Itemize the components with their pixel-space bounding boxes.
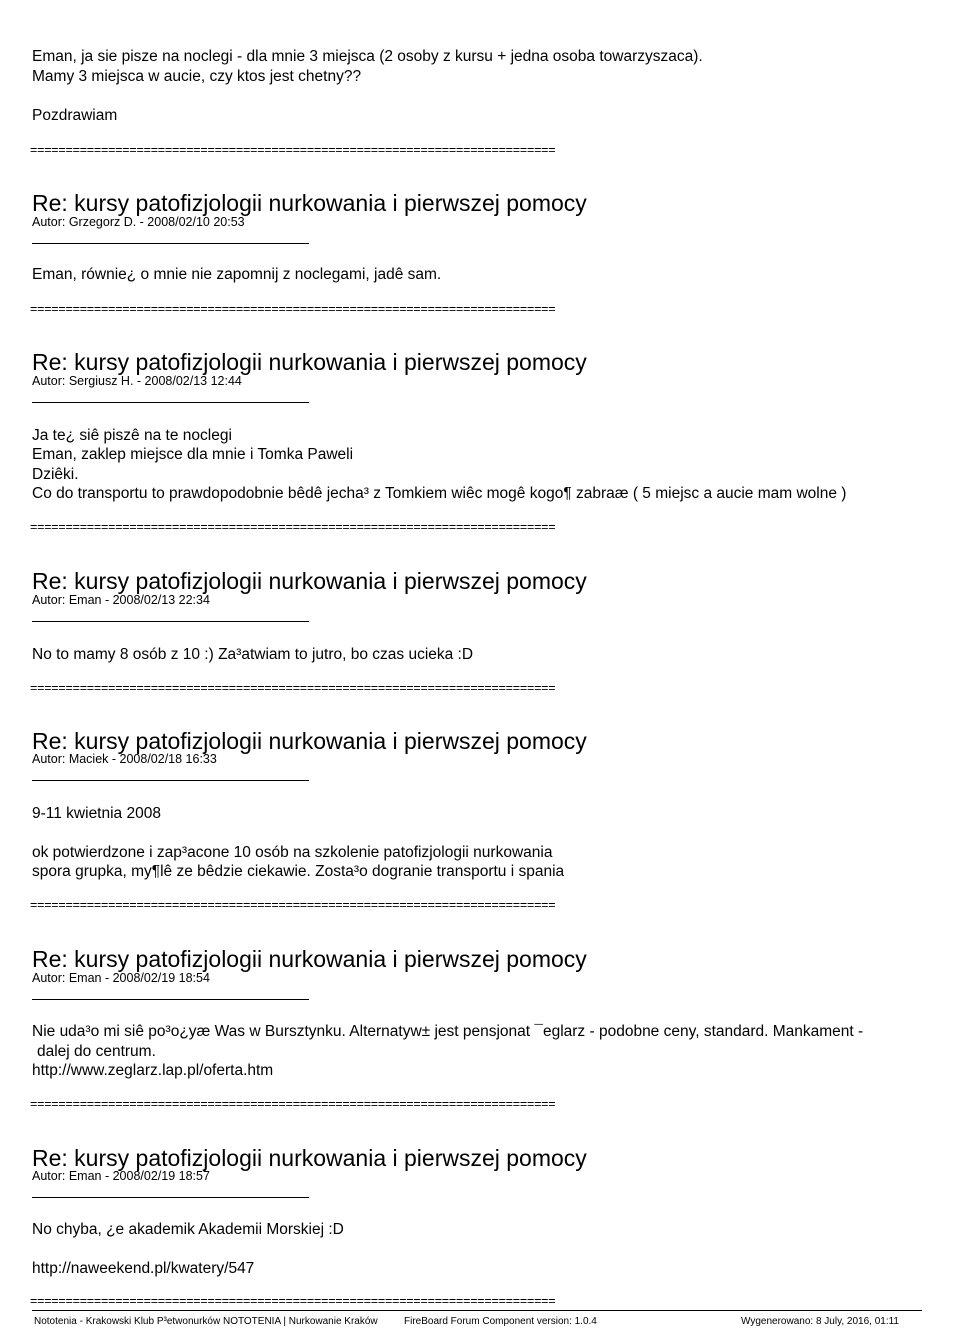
post-rule — [32, 243, 309, 244]
footer-generated-date: Wygenerowano: 8 July, 2016, 01:11 — [741, 1316, 899, 1327]
footer-site-name: Nototenia - Krakowski Klub P³etwonurków NOTOTENIA | Nurkowanie Kraków — [34, 1316, 378, 1327]
post-title: Re: kursy patofizjologii nurkowania i pierwszej pomocy — [32, 1145, 587, 1171]
footer-rule — [32, 1310, 922, 1311]
post-line: Ja te¿ siê piszê na te noclegi — [32, 427, 232, 444]
post-title: Re: kursy patofizjologii nurkowania i pierwszej pomocy — [32, 728, 587, 754]
footer-component-version: FireBoard Forum Component version: 1.0.4 — [404, 1316, 597, 1327]
separator: ========================================================================== — [30, 1097, 556, 1111]
separator: ========================================================================== — [30, 1294, 556, 1308]
post-meta: Autor: Maciek - 2008/02/18 16:33 — [32, 752, 217, 766]
post-rule — [32, 402, 309, 403]
post-meta: Autor: Eman - 2008/02/19 18:54 — [32, 971, 210, 985]
post-link[interactable]: http://naweekend.pl/kwatery/547 — [32, 1260, 255, 1277]
intro-line-2: Mamy 3 miejsca w aucie, czy ktos jest chetny?? — [32, 68, 362, 85]
post-line: Dziêki. — [32, 466, 79, 483]
post-meta: Autor: Eman - 2008/02/19 18:57 — [32, 1169, 210, 1183]
post-line: Eman, równie¿ o mnie nie zapomnij z noclegami, jadê sam. — [32, 266, 442, 283]
page-footer — [32, 1310, 937, 1332]
post-line: No to mamy 8 osób z 10 :) Za³atwiam to jutro, bo czas ucieka :D — [32, 646, 474, 663]
separator: ========================================================================== — [30, 302, 556, 316]
post-rule — [32, 999, 309, 1000]
separator: ========================================================================== — [30, 898, 556, 912]
post-title: Re: kursy patofizjologii nurkowania i pierwszej pomocy — [32, 190, 587, 216]
post-title: Re: kursy patofizjologii nurkowania i pierwszej pomocy — [32, 946, 587, 972]
post-rule — [32, 1197, 309, 1198]
post-line: No chyba, ¿e akademik Akademii Morskiej :D — [32, 1221, 344, 1238]
post-title: Re: kursy patofizjologii nurkowania i pierwszej pomocy — [32, 349, 587, 375]
post-meta: Autor: Grzegorz D. - 2008/02/10 20:53 — [32, 215, 245, 229]
intro-line-1: Eman, ja sie pisze na noclegi - dla mnie 3 miejsca (2 osoby z kursu + jedna osoba towarzyszaca). — [32, 48, 703, 65]
intro-line-3: Pozdrawiam — [32, 107, 118, 124]
post-title: Re: kursy patofizjologii nurkowania i pierwszej pomocy — [32, 568, 587, 594]
post-meta: Autor: Sergiusz H. - 2008/02/13 12:44 — [32, 374, 242, 388]
post-line: Nie uda³o mi siê po³o¿yæ Was w Bursztynku. Alternatyw± jest pensjonat ¯eglarz - podobne ceny, standard. Mankament - — [32, 1023, 864, 1040]
post-line: Eman, zaklep miejsce dla mnie i Tomka Paweli — [32, 446, 354, 463]
post-line: 9-11 kwietnia 2008 — [32, 805, 161, 822]
separator: ========================================================================== — [30, 143, 556, 157]
post-line: Co do transportu to prawdopodobnie bêdê jecha³ z Tomkiem wiêc mogê kogo¶ zabraæ ( 5 miejsc a aucie mam wolne ) — [32, 485, 847, 502]
post-link[interactable]: http://www.zeglarz.lap.pl/oferta.htm — [32, 1062, 274, 1079]
separator: ========================================================================== — [30, 520, 556, 534]
separator: ========================================================================== — [30, 681, 556, 695]
post-line: spora grupka, my¶lê ze bêdzie ciekawie. Zosta³o dogranie transportu i spania — [32, 863, 565, 880]
post-line: dalej do centrum. — [37, 1043, 156, 1060]
post-rule — [32, 621, 309, 622]
post-rule — [32, 780, 309, 781]
post-meta: Autor: Eman - 2008/02/13 22:34 — [32, 593, 210, 607]
post-line: ok potwierdzone i zap³acone 10 osób na szkolenie patofizjologii nurkowania — [32, 844, 553, 861]
